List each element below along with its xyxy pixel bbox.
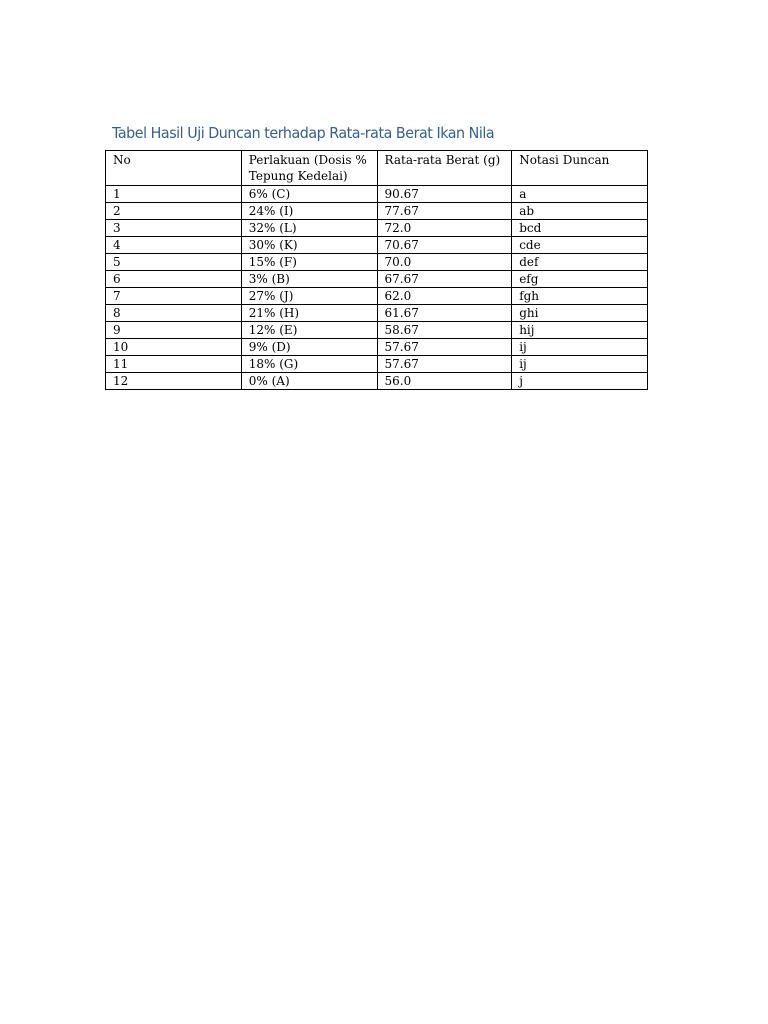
cell-notasi-duncan: def	[512, 254, 648, 271]
cell-notasi-duncan: cde	[512, 237, 648, 254]
table-row	[106, 322, 648, 339]
cell-notasi-duncan: ghi	[512, 305, 648, 322]
cell-no: 6	[106, 271, 242, 288]
cell-perlakuan: 18% (G)	[241, 356, 377, 373]
cell-rata-rata-berat: 58.67	[377, 322, 512, 339]
cell-no: 3	[106, 220, 242, 237]
cell-rata-rata-berat: 72.0	[377, 220, 512, 237]
cell-no: 11	[106, 356, 242, 373]
cell-no: 12	[106, 373, 242, 390]
cell-no: 7	[106, 288, 242, 305]
table-row	[106, 203, 648, 220]
cell-notasi-duncan: ab	[512, 203, 648, 220]
table-title: Tabel Hasil Uji Duncan terhadap Rata-rata Berat Ikan Nila	[112, 124, 495, 142]
cell-notasi-duncan: fgh	[512, 288, 648, 305]
cell-perlakuan: 30% (K)	[241, 237, 377, 254]
cell-rata-rata-berat: 57.67	[377, 339, 512, 356]
table-row	[106, 288, 648, 305]
cell-notasi-duncan: ij	[512, 356, 648, 373]
table-row	[106, 373, 648, 390]
cell-notasi-duncan: efg	[512, 271, 648, 288]
cell-rata-rata-berat: 57.67	[377, 356, 512, 373]
cell-rata-rata-berat: 56.0	[377, 373, 512, 390]
cell-notasi-duncan: ij	[512, 339, 648, 356]
cell-notasi-duncan: hij	[512, 322, 648, 339]
table-row	[106, 339, 648, 356]
cell-rata-rata-berat: 62.0	[377, 288, 512, 305]
duncan-results-table	[105, 150, 648, 390]
cell-notasi-duncan: bcd	[512, 220, 648, 237]
header-no: No	[106, 151, 242, 186]
header-rata-rata-berat: Rata-rata Berat (g)	[377, 151, 512, 186]
cell-perlakuan: 3% (B)	[241, 271, 377, 288]
table-row	[106, 186, 648, 203]
cell-no: 4	[106, 237, 242, 254]
table-header-row	[106, 151, 648, 186]
cell-notasi-duncan: j	[512, 373, 648, 390]
cell-rata-rata-berat: 90.67	[377, 186, 512, 203]
cell-perlakuan: 0% (A)	[241, 373, 377, 390]
cell-perlakuan: 9% (D)	[241, 339, 377, 356]
table-row	[106, 254, 648, 271]
table-row	[106, 220, 648, 237]
cell-perlakuan: 6% (C)	[241, 186, 377, 203]
table-row	[106, 237, 648, 254]
cell-rata-rata-berat: 70.0	[377, 254, 512, 271]
cell-no: 9	[106, 322, 242, 339]
cell-perlakuan: 15% (F)	[241, 254, 377, 271]
table-row	[106, 356, 648, 373]
cell-no: 1	[106, 186, 242, 203]
cell-rata-rata-berat: 67.67	[377, 271, 512, 288]
cell-perlakuan: 27% (J)	[241, 288, 377, 305]
cell-rata-rata-berat: 70.67	[377, 237, 512, 254]
header-perlakuan: Perlakuan (Dosis % Tepung Kedelai)	[241, 151, 377, 186]
cell-notasi-duncan: a	[512, 186, 648, 203]
cell-rata-rata-berat: 61.67	[377, 305, 512, 322]
cell-perlakuan: 24% (I)	[241, 203, 377, 220]
header-notasi-duncan: Notasi Duncan	[512, 151, 648, 186]
cell-no: 8	[106, 305, 242, 322]
cell-rata-rata-berat: 77.67	[377, 203, 512, 220]
table-row	[106, 305, 648, 322]
cell-perlakuan: 32% (L)	[241, 220, 377, 237]
table-row	[106, 271, 648, 288]
cell-no: 5	[106, 254, 242, 271]
cell-no: 10	[106, 339, 242, 356]
cell-perlakuan: 12% (E)	[241, 322, 377, 339]
cell-perlakuan: 21% (H)	[241, 305, 377, 322]
cell-no: 2	[106, 203, 242, 220]
